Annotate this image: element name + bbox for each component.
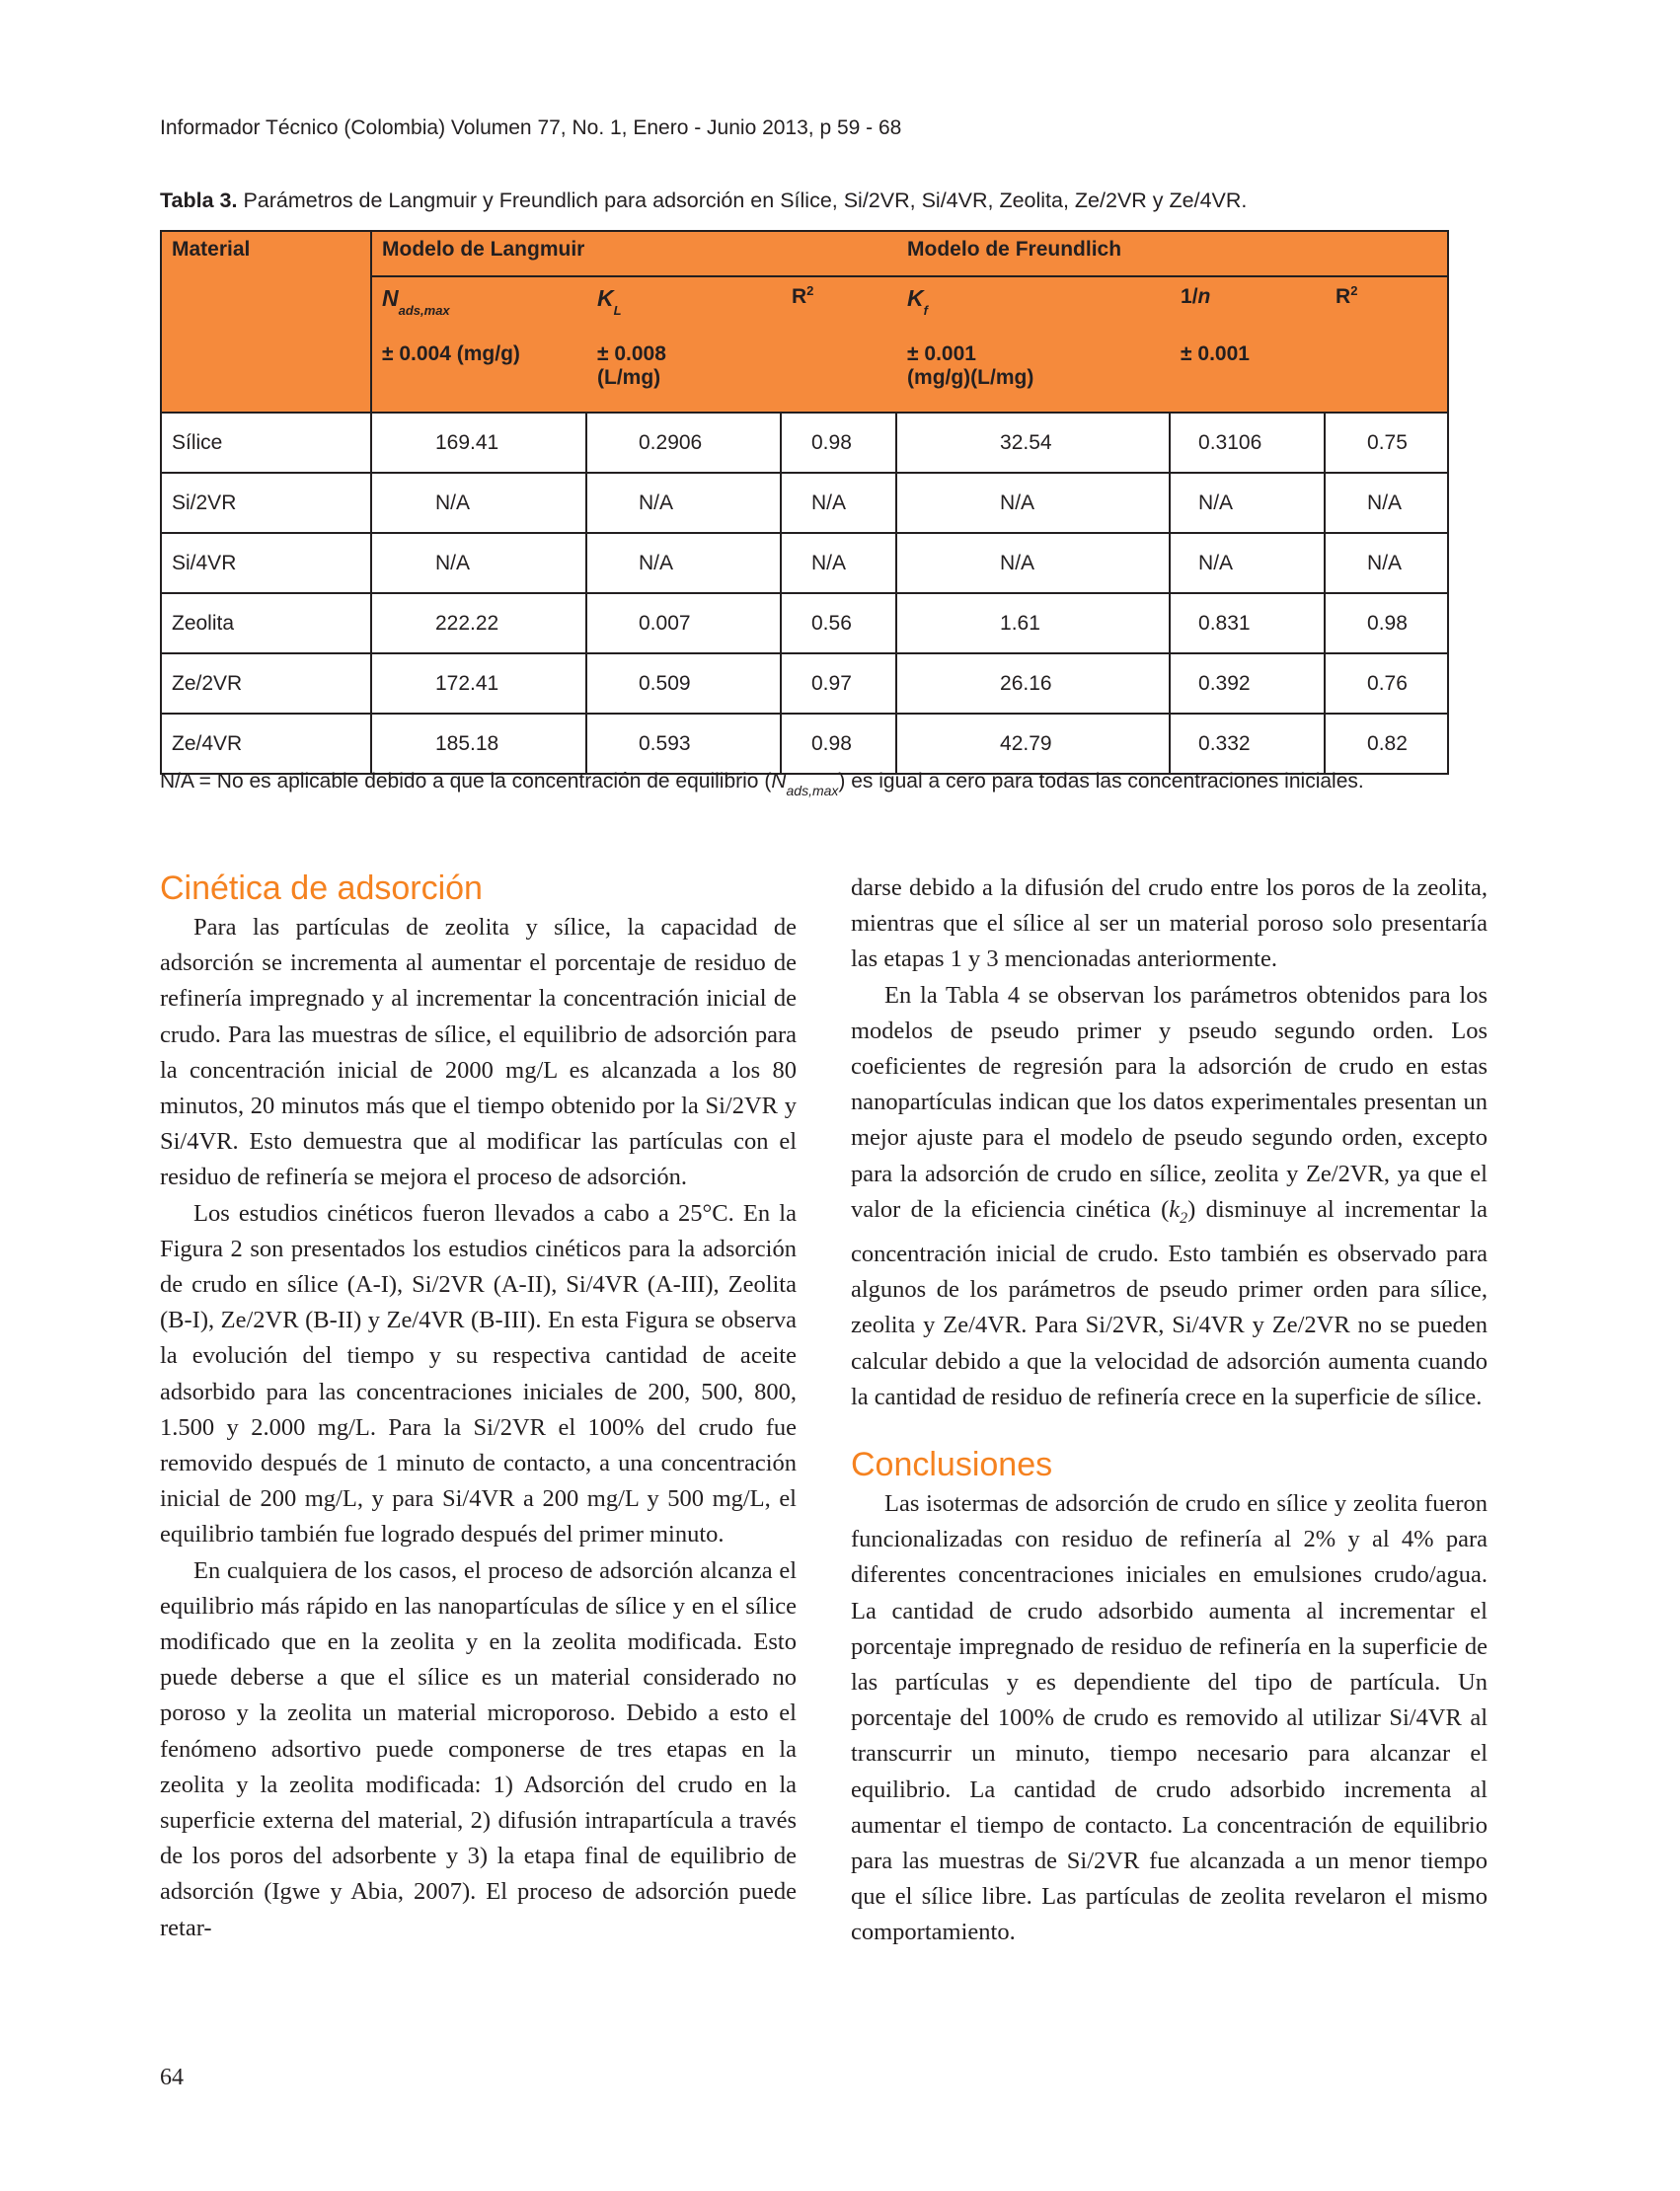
k2-symbol: $k_2$ [1169, 1195, 1188, 1227]
cell-1n: 0.3106 [1170, 413, 1325, 473]
cell-kf: N/A [896, 473, 1170, 533]
table-row [161, 413, 1448, 473]
table-row [161, 593, 1448, 653]
paragraph: Los estudios cinéticos fueron llevados a cabo a 25°C. En la Figura 2 son presentados los estudios cinéticos para la adsorción de crudo en sílice (A-I), Si/2VR (A-II), Si/4VR (A-III), Zeolita (B-I), Ze/2VR (B-II) y Ze/4VR (B-III). En esta Figura se observa la evolución del tiempo y su respectiva cantidad de aceite adsorbido para las concentraciones iniciales de 200, 500, 800, 1.500 y 2.000 mg/L. Para la Si/2VR el 100% del crudo fue removido después de 1 minuto de contacto, a una concentración inicial de 200 mg/L, y para Si/4VR a 200 mg/L y 500 mg/L, el equilibrio también fue logrado después del primer minuto. [160, 1199, 797, 1549]
table-caption-text: Parámetros de Langmuir y Freundlich para adsorción en Sílice, Si/2VR, Si/4VR, Zeolita, Ze/2VR y Ze/4VR. [237, 189, 1248, 212]
cell-kl: N/A [586, 473, 781, 533]
cell-material: Sílice [161, 413, 371, 473]
paragraph: Las isotermas de adsorción de crudo en sílice y zeolita fueron funcionalizadas con residuo de refinería al 2% y al 4% para diferentes concentraciones iniciales en emulsiones crudo/agua. La cantidad de crudo adsorbido aumenta al incrementar el porcentaje impregnado de residuo de refinería en la superficie de las partículas y es dependiente del tipo de partícula. Un porcentaje del 100% de crudo es removido al utilizar Si/4VR al transcurrir un minuto, tiempo necesario para alcanzar el equilibrio. La cantidad de crudo adsorbido incrementa al aumentar el tiempo de contacto. La concentración de equilibrio para las muestras de Si/2VR fue alcanzada a un menor tiempo que el sílice libre. Las partículas de zeolita revelaron el mismo comportamiento. [851, 1489, 1488, 1946]
cell-material: Zeolita [161, 593, 371, 653]
header-unit-n: ± 0.004 (mg/g) [371, 336, 586, 413]
cell-r2-freundlich: 0.98 [1325, 593, 1448, 653]
paragraph: darse debido a la difusión del crudo entre los poros de la zeolita, mientras que el sílice al ser un material poroso solo presentaría las etapas 1 y 3 mencionadas anteriormente. [851, 874, 1488, 973]
cell-r2-langmuir: 0.98 [781, 714, 896, 774]
header-n-ads-max: $N_{ads,max}$ [371, 276, 586, 336]
cell-n-ads-max: 169.41 [371, 413, 586, 473]
table-row [161, 653, 1448, 714]
cell-1n: 0.392 [1170, 653, 1325, 714]
header-kl: $K_L$ [586, 276, 781, 336]
cell-n-ads-max: 222.22 [371, 593, 586, 653]
cell-r2-langmuir: 0.98 [781, 413, 896, 473]
header-unit-1n: ± 0.001 [1170, 336, 1325, 413]
cell-kl: 0.2906 [586, 413, 781, 473]
cell-1n: N/A [1170, 473, 1325, 533]
parameters-table [160, 230, 1449, 775]
right-column [851, 870, 1488, 1951]
cell-r2-freundlich: 0.76 [1325, 653, 1448, 714]
header-r2-langmuir: $R^2$ [781, 276, 896, 336]
cell-kf: N/A [896, 533, 1170, 593]
table-row [161, 473, 1448, 533]
cell-n-ads-max: N/A [371, 533, 586, 593]
cell-1n: 0.831 [1170, 593, 1325, 653]
cell-material: Si/4VR [161, 533, 371, 593]
cell-r2-freundlich: N/A [1325, 533, 1448, 593]
paragraph: En cualquiera de los casos, el proceso de adsorción alcanza el equilibrio más rápido en las nanopartículas de sílice y en el sílice modificado que en la zeolita y en la zeolita modificada. Esto puede deberse a que el sílice es un material considerado no poroso y la zeolita un material microporoso. Debido a esto el fenómeno adsortivo puede componerse de tres etapas en la zeolita y la zeolita modificada: 1) Adsorción del crudo en la superficie externa del material, 2) difusión intrapartícula a través de los poros del adsorbente y 3) la etapa final de equilibrio de adsorción (Igwe y Abia, 2007). El proceso de adsorción puede retar- [160, 1556, 797, 1941]
cell-kl: N/A [586, 533, 781, 593]
cell-kl: 0.593 [586, 714, 781, 774]
cell-r2-langmuir: N/A [781, 473, 896, 533]
table-footnote: N/A = No es aplicable debido a que la concentración de equilibrio $(N_{ads,max})$ es igual a cero para todas las concentraciones iniciales. [160, 770, 1364, 798]
header-langmuir: Modelo de Langmuir [371, 231, 896, 276]
cell-material: Ze/4VR [161, 714, 371, 774]
cell-r2-freundlich: N/A [1325, 473, 1448, 533]
header-unit-kl: ± 0.008 (L/mg) [586, 336, 781, 413]
cell-n-ads-max: 185.18 [371, 714, 586, 774]
cell-r2-freundlich: 0.75 [1325, 413, 1448, 473]
page-number: 64 [160, 2065, 184, 2090]
table-row [161, 533, 1448, 593]
cell-1n: 0.332 [1170, 714, 1325, 774]
cell-kf: 42.79 [896, 714, 1170, 774]
cell-kf: 26.16 [896, 653, 1170, 714]
table-row [161, 714, 1448, 774]
cell-kf: 1.61 [896, 593, 1170, 653]
header-kf: $K_f$ [896, 276, 1170, 336]
header-material: Material [161, 231, 371, 413]
header-freundlich: Modelo de Freundlich [896, 231, 1448, 276]
table-caption-label: Tabla 3. [160, 189, 238, 212]
cell-n-ads-max: 172.41 [371, 653, 586, 714]
cell-kl: 0.509 [586, 653, 781, 714]
header-unit-r2-langmuir [781, 336, 896, 413]
cell-kl: 0.007 [586, 593, 781, 653]
header-1n: 1/n [1170, 276, 1325, 336]
header-unit-r2-freundlich [1325, 336, 1448, 413]
table-caption [160, 189, 1522, 213]
cell-1n: N/A [1170, 533, 1325, 593]
running-head: Informador Técnico (Colombia) Volumen 77, No. 1, Enero - Junio 2013, p 59 - 68 [160, 116, 902, 139]
cell-kf: 32.54 [896, 413, 1170, 473]
header-unit-kf: ± 0.001 (mg/g)(L/mg) [896, 336, 1170, 413]
header-r2-freundlich: $R^2$ [1325, 276, 1448, 336]
cell-r2-langmuir: 0.97 [781, 653, 896, 714]
cell-material: Ze/2VR [161, 653, 371, 714]
left-column [160, 869, 797, 1946]
section-title-conclusions: Conclusiones [851, 1445, 1053, 1483]
cell-r2-langmuir: 0.56 [781, 593, 896, 653]
cell-n-ads-max: N/A [371, 473, 586, 533]
cell-r2-freundlich: 0.82 [1325, 714, 1448, 774]
section-title-kinetics: Cinética de adsorción [160, 869, 483, 907]
paragraph: En la Tabla 4 se observan los parámetros obtenidos para los modelos de pseudo primer y pseudo segundo orden. Los coeficientes de regresión para la adsorción de crudo en estas nanopartículas indican que los datos experimentales presentan un mejor ajuste para el modelo de pseudo segundo orden, excepto para la adsorción de crudo en sílice, zeolita y Ze/2VR, ya que el valor de la eficiencia cinética $(k_2)$ disminuye al incrementar la concentración inicial de crudo. Esto también es observado para algunos de los parámetros de pseudo primer orden para sílice, zeolita y Ze/4VR. Para Si/2VR, Si/4VR y Ze/2VR no se pueden calcular debido a que la velocidad de adsorción aumenta cuando la cantidad de residuo de refinería crece en la superficie de sílice. [851, 981, 1488, 1410]
paragraph: Para las partículas de zeolita y sílice, la capacidad de adsorción se incrementa al aumentar el porcentaje de residuo de refinería impregnado y al incrementar la concentración inicial de crudo. Para las muestras de sílice, el equilibrio de adsorción para la concentración inicial de 2000 mg/L es alcanzada a los 80 minutos, 20 minutos más que el tiempo obtenido por la Si/2VR y Si/4VR. Esto demuestra que al modificar las partículas con el residuo de refinería se mejora el proceso de adsorción. [160, 914, 797, 1191]
cell-material: Si/2VR [161, 473, 371, 533]
cell-r2-langmuir: N/A [781, 533, 896, 593]
